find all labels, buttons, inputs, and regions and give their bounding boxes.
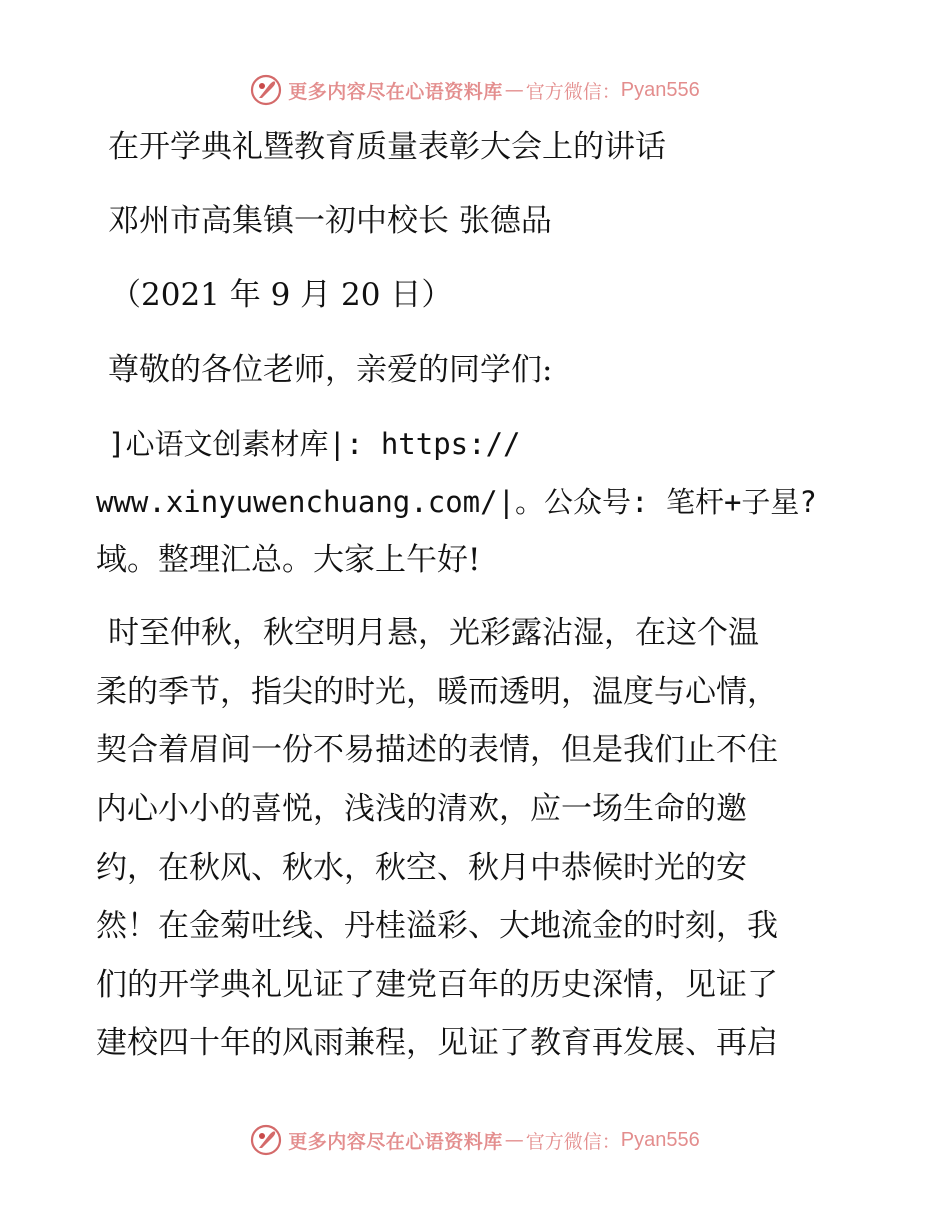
body-line: 们的开学典礼见证了建党百年的历史深情，见证了 [96,967,778,1003]
quill-pen-circle-icon [250,74,282,106]
banner-wechat-id: Pyan556 [620,1128,700,1151]
body-line: 契合着眉间一份不易描述的表情，但是我们止不住 [96,732,778,768]
banner-promo-text: 更多内容尽在心语资料库 [288,1130,503,1153]
header-banner [0,70,950,110]
banner-wechat-id: Pyan556 [620,78,700,101]
banner-promo-text: 更多内容尽在心语资料库 [288,80,503,103]
document-title: 在开学典礼暨教育质量表彰大会上的讲话 [108,129,666,165]
banner-wechat-label: 官方微信： [525,80,621,103]
body-line: 然！在金菊吐线、丹桂溢彩、大地流金的时刻，我 [96,908,778,944]
body-line: 内心小小的喜悦，浅浅的清欢，应一场生命的邀 [96,791,747,827]
body-line: 柔的季节，指尖的时光，暖而透明，温度与心情， [96,674,778,710]
body-line: 约，在秋风、秋水，秋空、秋月中恭候时光的安 [96,850,747,886]
quill-pen-circle-icon [250,1124,282,1156]
source-line: 域。整理汇总。大家上午好! [96,542,481,578]
banner-dash: — [504,1129,524,1151]
footer-banner [0,1120,950,1160]
banner-wechat-label: 官方微信： [525,1130,621,1153]
document-greeting: 尊敬的各位老师，亲爱的同学们: [108,352,553,388]
body-line: 建校四十年的风雨兼程，见证了教育再发展、再启 [96,1025,778,1061]
document-author: 邓州市高集镇一初中校长 张德品 [108,203,552,239]
source-line: ]心语文创素材库|: https:// [108,427,521,461]
source-line: www.xinyuwenchuang.com/|。公众号: 笔杆+子星? [96,485,817,519]
banner-dash: — [504,79,524,101]
document-date: （2021 年 9 月 20 日） [110,277,453,313]
body-line: 时至仲秋，秋空明月悬，光彩露沾湿，在这个温 [108,615,759,651]
